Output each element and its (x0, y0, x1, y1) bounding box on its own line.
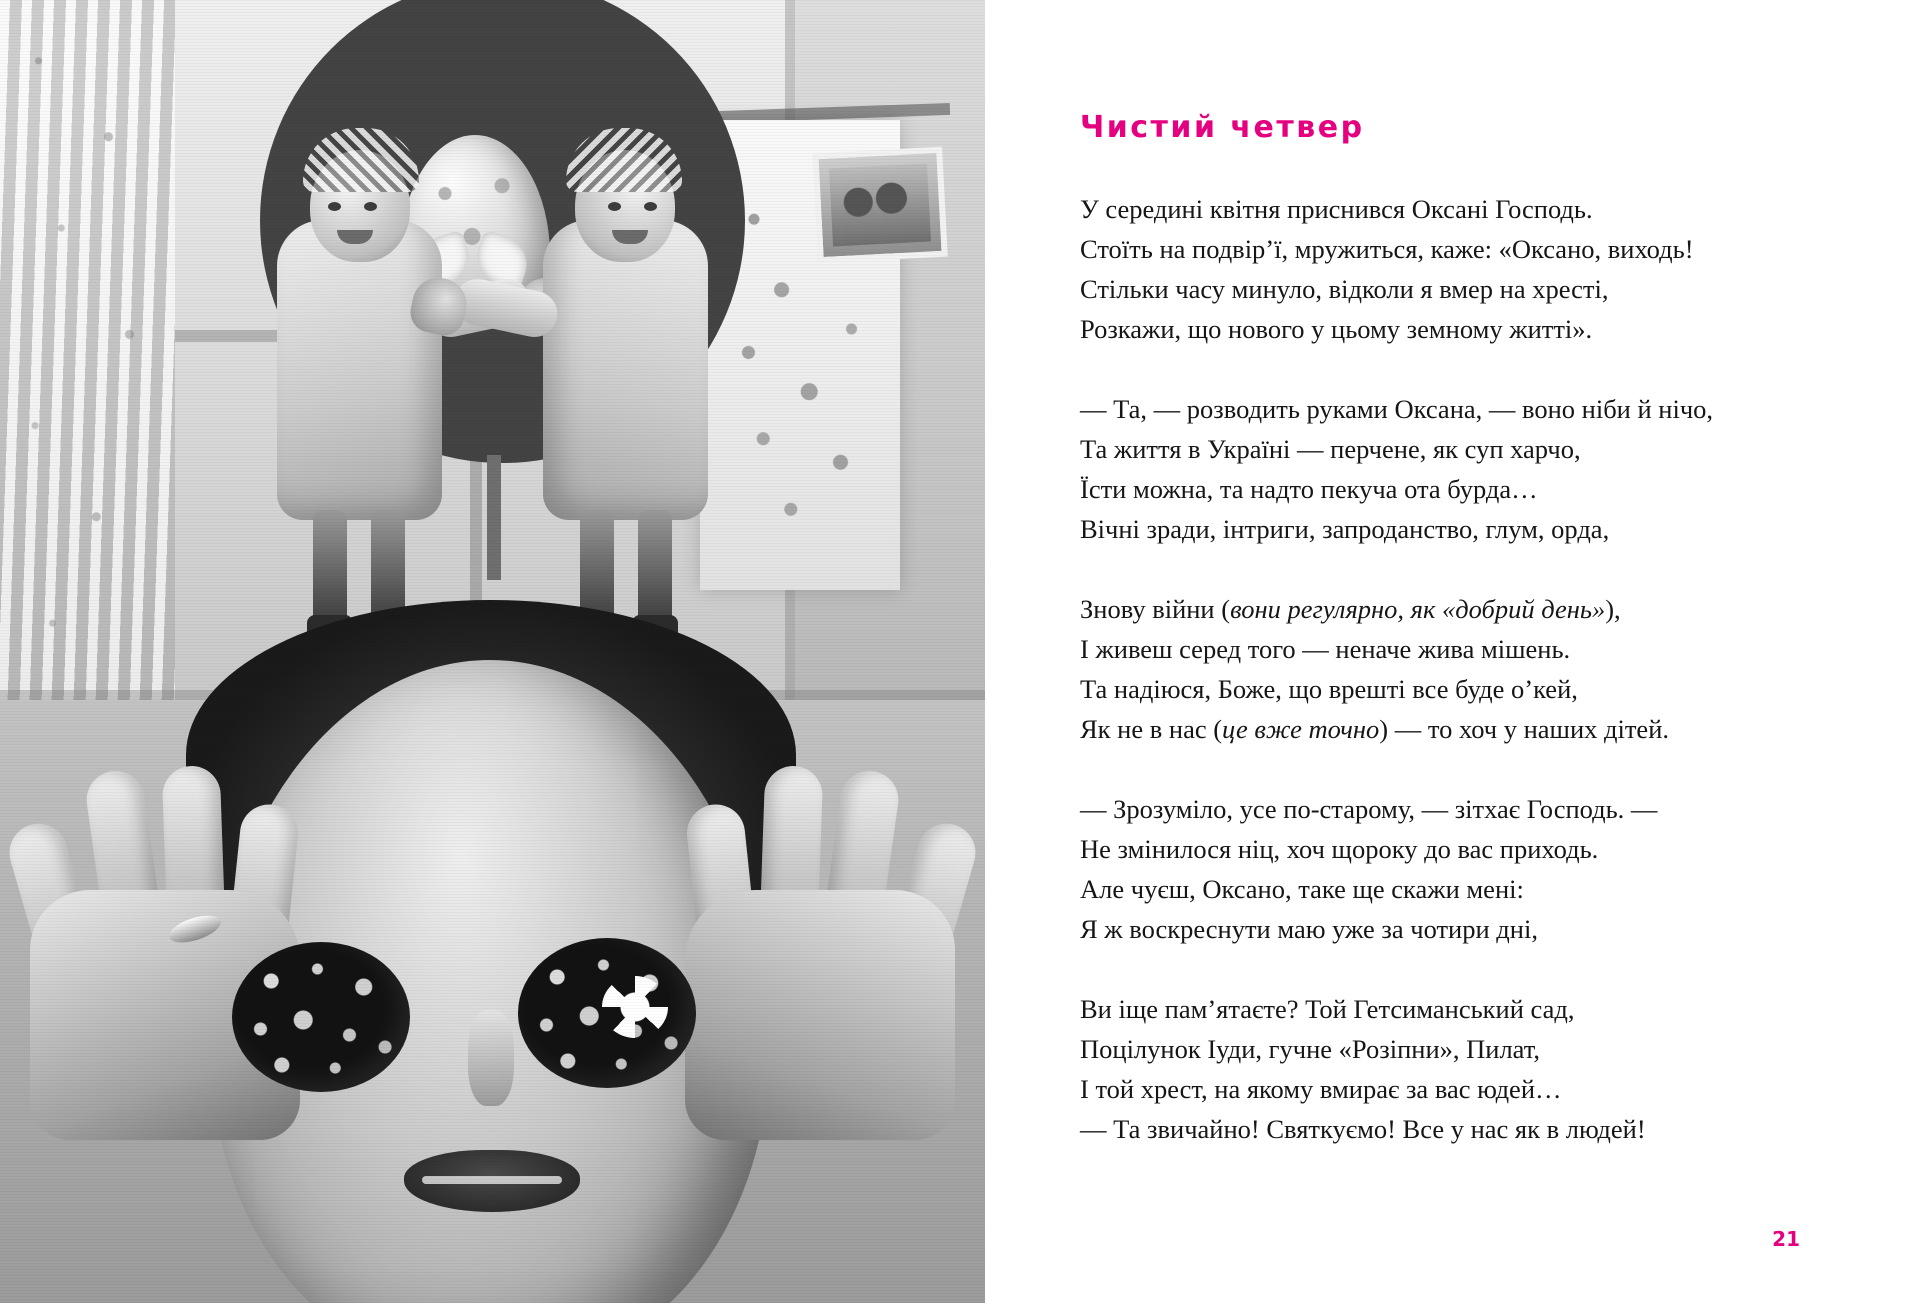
poem-stanza (1080, 989, 1800, 1149)
woman-mouth (404, 1150, 580, 1212)
poem-line: Та життя в Україні — перчене, як суп харчо, (1080, 434, 1581, 464)
poem-line: Не змінилося ніц, хоч щороку до вас приходь. (1080, 834, 1599, 864)
poem-line: І той хрест, на якому вмирає за вас юдей… (1080, 1074, 1562, 1104)
page-number: 21 (1772, 1227, 1800, 1251)
palm (685, 890, 955, 1140)
poem-line: Розкажи, що нового у цьому земному житті». (1080, 314, 1593, 344)
child-coat (277, 220, 442, 520)
poem-stanza (1080, 389, 1800, 549)
right-hand (655, 700, 955, 1140)
poem-line: — Та, — розводить руками Оксана, — воно ніби й нічо, (1080, 394, 1714, 424)
poem-stanza (1080, 189, 1800, 349)
child-eye (644, 202, 657, 211)
page-title: Чистий четвер (1080, 110, 1365, 145)
poem-line: У середині квітня приснився Оксані Господь. (1080, 194, 1593, 224)
child-eye (364, 202, 377, 211)
poem-line: Стільки часу минуло, відколи я вмер на хресті, (1080, 274, 1609, 304)
poem-line: Вічні зради, інтриги, запроданство, глум, орда, (1080, 514, 1610, 544)
child-coat (543, 220, 708, 520)
poem-line: Їсти можна, та надто пекуча ота бурда… (1080, 474, 1538, 504)
poem-line: — Зрозуміло, усе по-старому, — зітхає Господь. — (1080, 794, 1658, 824)
poem-line: Стоїть на подвір’ї, мружиться, каже: «Оксано, виходь! (1080, 234, 1694, 264)
poem-line: Як не в нас (це вже точно) — то хоч у наших дітей. (1080, 714, 1669, 744)
poem-line: Знову війни (вони регулярно, як «добрий день»), (1080, 594, 1621, 624)
woman-nose (468, 1010, 514, 1106)
child-leg (638, 510, 672, 625)
poem-line: І живеш серед того — неначе жива мішень. (1080, 634, 1571, 664)
poem-stanza (1080, 789, 1800, 949)
pysanka-right (518, 938, 696, 1088)
child-leg (313, 510, 347, 625)
poem-line: Ви іще пам’ятаєте? Той Гетсиманський сад, (1080, 994, 1575, 1024)
pot-stick (487, 440, 501, 580)
poem-line: Але чуєш, Оксано, таке ще скажи мені: (1080, 874, 1524, 904)
curtain-icon (0, 0, 175, 760)
wall-photo-frame (812, 147, 948, 264)
poem-line: Поцілунок Іуди, гучне «Розіпни», Пилат, (1080, 1034, 1540, 1064)
poem-line: Я ж воскреснути маю уже за чотири дні, (1080, 914, 1538, 944)
child-eye (328, 202, 341, 211)
pysanka-left (232, 942, 410, 1092)
poem-line: — Та звичайно! Святкуємо! Все у нас як в людей! (1080, 1114, 1646, 1144)
poem-line: Та надіюся, Боже, що врешті все буде о’кей, (1080, 674, 1578, 704)
poem-stanza (1080, 589, 1800, 749)
child-eye (608, 202, 621, 211)
poem-page (985, 0, 1920, 1303)
